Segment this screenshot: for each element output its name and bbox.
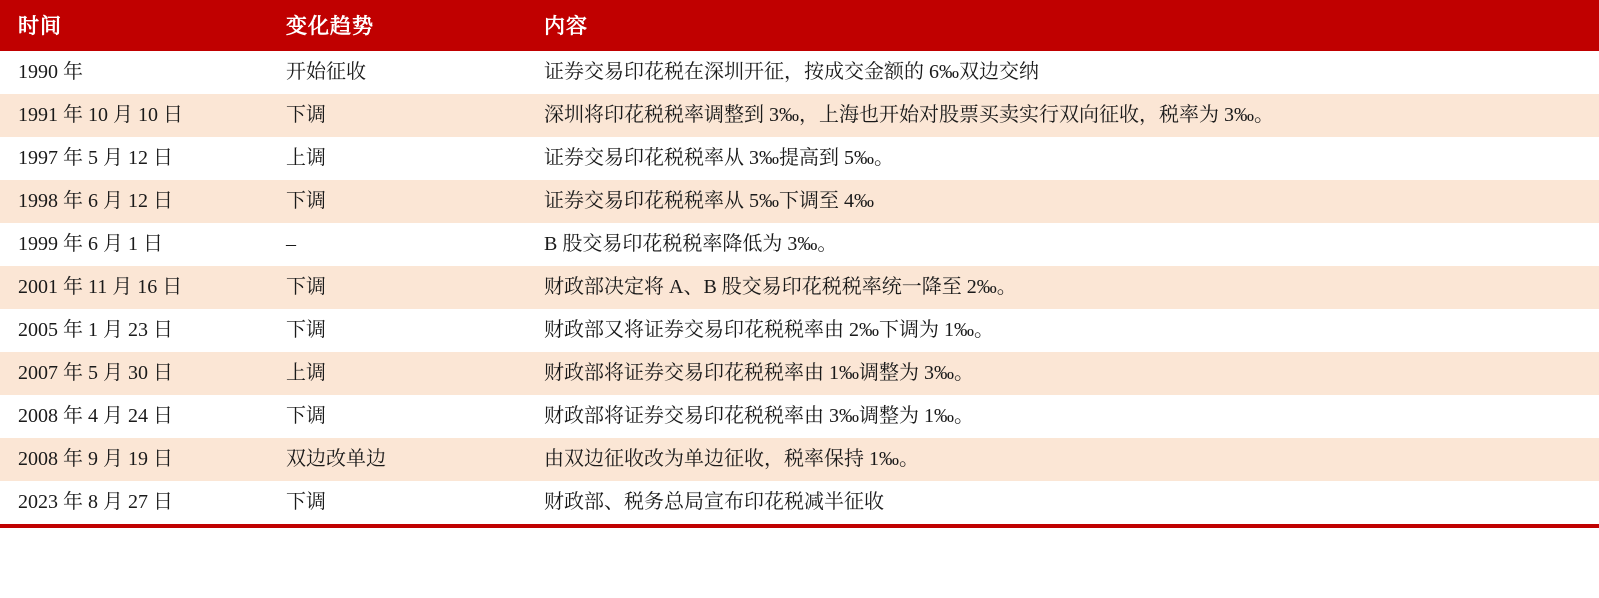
cell-content: 财政部决定将 A、B 股交易印花税税率统一降至 2‰。 bbox=[526, 266, 1599, 309]
cell-trend: 上调 bbox=[268, 137, 526, 180]
table-row bbox=[0, 180, 1599, 223]
table-row bbox=[0, 438, 1599, 481]
cell-trend: 下调 bbox=[268, 395, 526, 438]
table-row bbox=[0, 51, 1599, 94]
cell-content: B 股交易印花税税率降低为 3‰。 bbox=[526, 223, 1599, 266]
cell-trend: 开始征收 bbox=[268, 51, 526, 94]
cell-time: 1997 年 5 月 12 日 bbox=[0, 137, 268, 180]
cell-time: 2001 年 11 月 16 日 bbox=[0, 266, 268, 309]
column-header-time: 时间 bbox=[0, 0, 268, 51]
cell-time: 2007 年 5 月 30 日 bbox=[0, 352, 268, 395]
cell-trend: 下调 bbox=[268, 309, 526, 352]
table-row bbox=[0, 94, 1599, 137]
cell-trend: 双边改单边 bbox=[268, 438, 526, 481]
cell-content: 证券交易印花税在深圳开征，按成交金额的 6‰双边交纳 bbox=[526, 51, 1599, 94]
cell-trend: 下调 bbox=[268, 94, 526, 137]
cell-content: 深圳将印花税税率调整到 3‰，上海也开始对股票买卖实行双向征收，税率为 3‰。 bbox=[526, 94, 1599, 137]
cell-trend: 下调 bbox=[268, 266, 526, 309]
cell-time: 1999 年 6 月 1 日 bbox=[0, 223, 268, 266]
cell-time: 2005 年 1 月 23 日 bbox=[0, 309, 268, 352]
cell-content: 财政部将证券交易印花税税率由 3‰调整为 1‰。 bbox=[526, 395, 1599, 438]
table-header bbox=[0, 0, 1599, 51]
table-row bbox=[0, 137, 1599, 180]
cell-content: 证券交易印花税税率从 5‰下调至 4‰ bbox=[526, 180, 1599, 223]
cell-trend: 上调 bbox=[268, 352, 526, 395]
cell-time: 2008 年 9 月 19 日 bbox=[0, 438, 268, 481]
table-body bbox=[0, 51, 1599, 524]
cell-content: 财政部又将证券交易印花税税率由 2‰下调为 1‰。 bbox=[526, 309, 1599, 352]
table-header-row bbox=[0, 0, 1599, 51]
table-row bbox=[0, 223, 1599, 266]
table-bottom-rule bbox=[0, 524, 1599, 528]
cell-content: 财政部、税务总局宣布印花税减半征收 bbox=[526, 481, 1599, 524]
cell-content: 由双边征收改为单边征收，税率保持 1‰。 bbox=[526, 438, 1599, 481]
cell-trend: – bbox=[268, 223, 526, 266]
cell-time: 2023 年 8 月 27 日 bbox=[0, 481, 268, 524]
cell-content: 财政部将证券交易印花税税率由 1‰调整为 3‰。 bbox=[526, 352, 1599, 395]
table-row bbox=[0, 352, 1599, 395]
cell-time: 1990 年 bbox=[0, 51, 268, 94]
cell-time: 1991 年 10 月 10 日 bbox=[0, 94, 268, 137]
cell-content: 证券交易印花税税率从 3‰提高到 5‰。 bbox=[526, 137, 1599, 180]
table-row bbox=[0, 309, 1599, 352]
cell-time: 2008 年 4 月 24 日 bbox=[0, 395, 268, 438]
column-header-trend: 变化趋势 bbox=[268, 0, 526, 51]
cell-trend: 下调 bbox=[268, 481, 526, 524]
table-row bbox=[0, 266, 1599, 309]
table-row bbox=[0, 395, 1599, 438]
column-header-content: 内容 bbox=[526, 0, 1599, 51]
cell-trend: 下调 bbox=[268, 180, 526, 223]
table-row bbox=[0, 481, 1599, 524]
cell-time: 1998 年 6 月 12 日 bbox=[0, 180, 268, 223]
